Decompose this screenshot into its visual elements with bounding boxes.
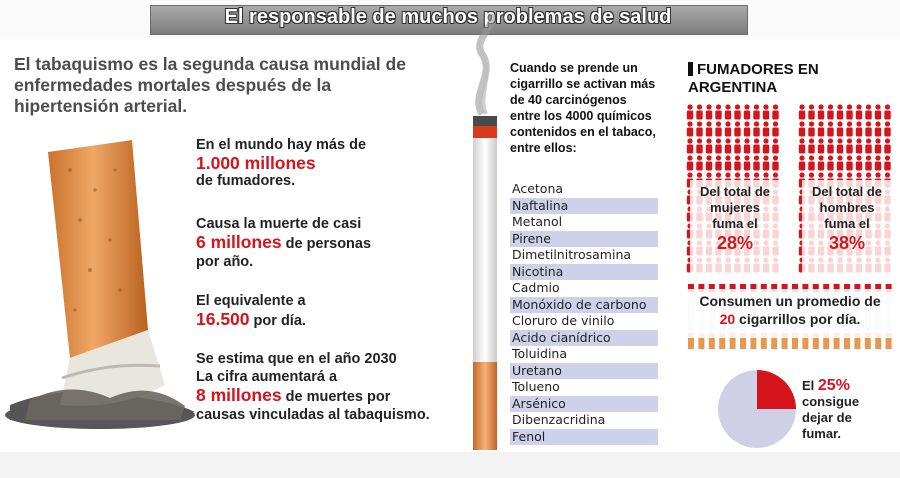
chemical-item: Monóxido de carbono xyxy=(510,297,658,314)
stat-2030-line4: causas vinculadas al tabaquismo. xyxy=(196,407,430,423)
quit-pre: El xyxy=(802,378,818,393)
person-icon xyxy=(772,138,778,153)
person-icon xyxy=(715,138,721,153)
person-icon xyxy=(856,138,862,153)
person-icon xyxy=(706,121,712,136)
person-icon xyxy=(687,121,693,136)
person-icon xyxy=(706,104,712,119)
person-icon xyxy=(696,104,702,119)
page-title: El responsable de muchos problemas de salud xyxy=(224,6,672,28)
consumption-line1: Consumen un promedio de xyxy=(699,293,881,309)
men-stat-box xyxy=(802,180,892,280)
stat-smokers-post: de fumadores. xyxy=(196,173,296,189)
chemical-item: Fenol xyxy=(510,429,658,446)
person-icon xyxy=(734,104,740,119)
person-icon xyxy=(837,104,843,119)
chemical-item: Tolueno xyxy=(512,379,560,394)
person-icon xyxy=(865,138,871,153)
chemical-item: Metanol xyxy=(512,214,563,229)
person-icon xyxy=(687,155,693,170)
person-icon xyxy=(696,121,702,136)
person-icon xyxy=(846,104,852,119)
person-icon xyxy=(753,155,759,170)
person-icon xyxy=(846,138,852,153)
person-icon xyxy=(696,155,702,170)
person-icon xyxy=(799,104,805,119)
person-icon xyxy=(744,121,750,136)
argentina-title xyxy=(688,61,819,97)
person-icon xyxy=(808,138,814,153)
person-icon xyxy=(856,155,862,170)
stat-deaths-post1: de personas xyxy=(281,236,372,252)
person-icon xyxy=(744,155,750,170)
person-icon xyxy=(725,138,731,153)
chemical-item: Acido cianídrico xyxy=(510,330,658,347)
men-stat-line2: hombres xyxy=(819,200,875,215)
person-icon xyxy=(837,155,843,170)
women-stat-line3: fuma el xyxy=(712,216,758,231)
person-icon xyxy=(763,121,769,136)
chemical-item: Cadmio xyxy=(512,280,560,295)
person-icon xyxy=(875,104,881,119)
person-icon xyxy=(799,155,805,170)
person-icon xyxy=(763,155,769,170)
person-icon xyxy=(753,121,759,136)
stat-smokers-number: 1.000 millones xyxy=(196,153,316,173)
person-icon xyxy=(725,121,731,136)
stat-2030-post: de muertes por xyxy=(281,389,391,405)
title-bullet-icon xyxy=(688,62,693,76)
chemicals-list xyxy=(510,181,658,445)
person-icon xyxy=(856,121,862,136)
stat-deaths-number: 6 millones xyxy=(196,232,282,252)
person-icon xyxy=(753,138,759,153)
chemical-item: Pirene xyxy=(510,231,658,248)
person-icon xyxy=(875,155,881,170)
person-icon xyxy=(715,104,721,119)
stat-day-number: 16.500 xyxy=(196,309,250,329)
person-icon xyxy=(734,121,740,136)
stat-deaths-post2: por año. xyxy=(196,254,254,270)
person-icon xyxy=(753,104,759,119)
stat-smokers-pre: En el mundo hay más de xyxy=(196,137,367,153)
person-icon xyxy=(772,121,778,136)
cigarette-illustration xyxy=(460,14,510,454)
person-icon xyxy=(865,104,871,119)
person-icon xyxy=(827,121,833,136)
person-icon xyxy=(827,155,833,170)
person-icon xyxy=(846,155,852,170)
chemical-item: Acetona xyxy=(512,181,564,196)
person-icon xyxy=(799,121,805,136)
stat-deaths-pre: Causa la muerte de casi xyxy=(196,216,362,232)
person-icon xyxy=(725,104,731,119)
person-icon xyxy=(763,138,769,153)
person-icon xyxy=(827,104,833,119)
person-icon xyxy=(763,104,769,119)
person-icon xyxy=(875,138,881,153)
men-stat-percent: 38% xyxy=(828,233,866,253)
stat-2030-line2: La cifra aumentará a xyxy=(196,369,338,385)
person-icon xyxy=(734,138,740,153)
chemical-item: Toluidina xyxy=(512,346,568,361)
person-icon xyxy=(772,155,778,170)
person-icon xyxy=(715,121,721,136)
women-stat-line1: Del total de xyxy=(699,184,771,199)
stat-day-pre: El equivalente a xyxy=(196,293,306,309)
quit-line4: fumar. xyxy=(802,426,842,441)
chemical-item: Naftalina xyxy=(510,198,658,215)
person-icon xyxy=(827,138,833,153)
person-icon xyxy=(687,104,693,119)
person-icon xyxy=(865,155,871,170)
pie-quit-slice xyxy=(757,370,796,409)
person-icon xyxy=(706,155,712,170)
women-stat-line2: mujeres xyxy=(710,200,760,215)
person-icon xyxy=(734,155,740,170)
person-icon xyxy=(875,121,881,136)
person-icon xyxy=(808,104,814,119)
argentina-title-line2: ARGENTINA xyxy=(688,79,778,96)
person-icon xyxy=(744,104,750,119)
person-icon xyxy=(808,155,814,170)
argentina-title-line1: FUMADORES EN xyxy=(697,61,819,78)
chemicals-intro: Cuando se prende un cigarrillo se activan más de 40 carcinógenos entre los 4000 químicos contenidos en el tabaco, entre ellos: xyxy=(510,61,656,155)
person-icon xyxy=(884,155,890,170)
chemical-item: Nicotina xyxy=(510,264,658,281)
person-icon xyxy=(706,138,712,153)
person-icon xyxy=(884,138,890,153)
consumption-number: 20 xyxy=(719,311,736,327)
person-icon xyxy=(808,121,814,136)
quit-percent: 25% xyxy=(817,377,850,394)
stat-2030 xyxy=(196,350,456,424)
chemical-item: Cloruro de vinilo xyxy=(512,313,615,328)
person-icon xyxy=(799,138,805,153)
women-stat-percent: 28% xyxy=(716,233,754,253)
person-icon xyxy=(818,121,824,136)
person-icon xyxy=(696,138,702,153)
stat-deaths-day xyxy=(196,292,446,330)
person-icon xyxy=(884,121,890,136)
stat-2030-line1: Se estima que en el año 2030 xyxy=(196,351,397,367)
person-icon xyxy=(818,155,824,170)
cigarette-butt-illustration xyxy=(0,130,200,430)
men-stat-line1: Del total de xyxy=(811,184,883,199)
person-icon xyxy=(818,138,824,153)
stat-2030-number: 8 millones xyxy=(196,385,282,405)
stat-deaths-year xyxy=(196,215,446,271)
person-icon xyxy=(772,104,778,119)
person-icon xyxy=(687,138,693,153)
person-icon xyxy=(865,121,871,136)
intro-text: El tabaquismo es la segunda causa mundial de enfermedades mortales después de la hipertensión arterial. xyxy=(14,54,406,116)
stat-smokers-world xyxy=(196,136,446,190)
quit-line3: dejar de xyxy=(802,410,852,425)
person-icon xyxy=(818,104,824,119)
chemical-item: Uretano xyxy=(510,363,658,380)
person-icon xyxy=(884,104,890,119)
banner xyxy=(0,0,900,38)
women-stat-box xyxy=(690,180,780,280)
person-icon xyxy=(744,138,750,153)
person-icon xyxy=(725,155,731,170)
person-icon xyxy=(856,104,862,119)
consumption-text xyxy=(686,292,894,338)
quit-pie-chart xyxy=(716,368,798,450)
chemical-item: Arsénico xyxy=(510,396,658,413)
consumption-line2: cigarrillos por día. xyxy=(735,311,861,327)
person-icon xyxy=(837,138,843,153)
chemical-item: Dimetilnitrosamina xyxy=(512,247,632,262)
quit-line2: consigue xyxy=(802,394,860,409)
person-icon xyxy=(846,121,852,136)
men-stat-line3: fuma el xyxy=(824,216,870,231)
bottom-strip xyxy=(0,452,900,478)
stat-day-post: por día. xyxy=(249,313,306,329)
chemical-item: Dibenzacridina xyxy=(512,412,606,427)
person-icon xyxy=(837,121,843,136)
quit-text xyxy=(802,378,872,442)
person-icon xyxy=(715,155,721,170)
